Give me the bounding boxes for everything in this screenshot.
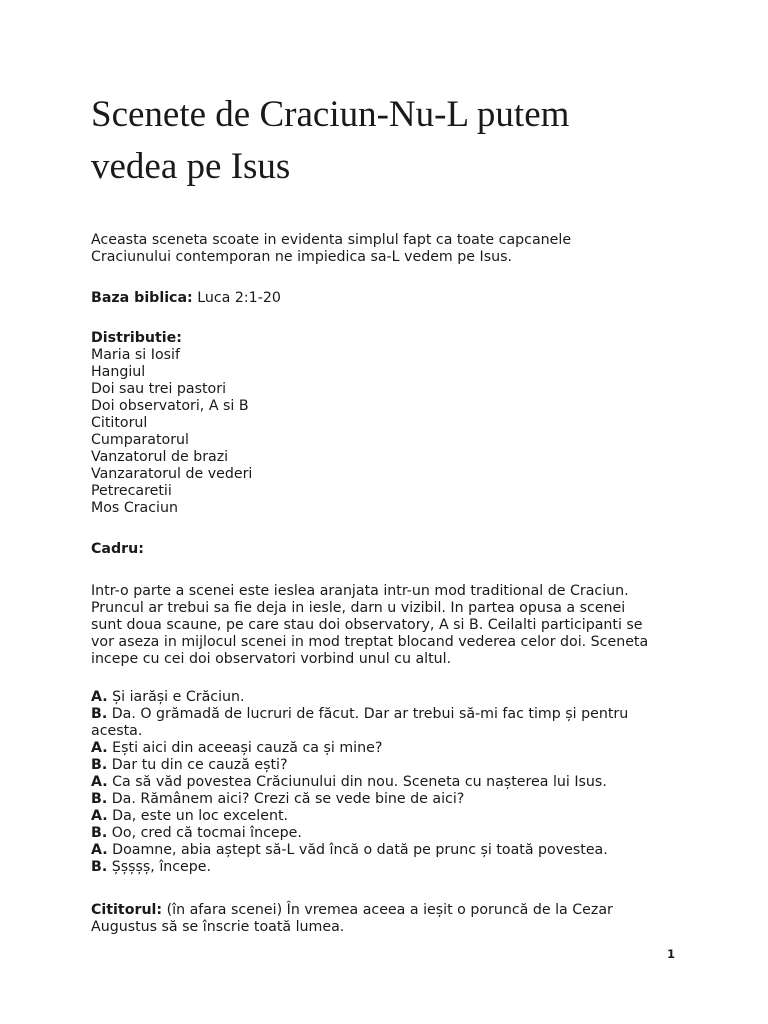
dialogue-line [91,859,691,876]
cast-item: Maria si Iosif [91,347,180,363]
cast-item: Petrecaretii [91,483,172,499]
biblical-basis-line [91,290,691,307]
setting-paragraph [91,583,691,668]
dialogue-text: Dar tu din ce cauză ești? [107,757,288,773]
dialogue-line [91,757,691,774]
dialogue-speaker: B. [91,825,108,841]
dialogue-speaker: A. [91,808,108,824]
dialogue-text: Da. O grămadă de lucruri de făcut. Dar ar trebui să-mi fac timp și pentru [107,706,629,722]
dialogue-speaker: B. [91,859,108,875]
intro-line: Aceasta sceneta scoate in evidenta simplul fapt ca toate capcanele [91,232,572,248]
page-number: 1 [667,947,676,961]
cast-item: Hangiul [91,364,146,380]
dialogue-line [91,791,691,808]
dialogue-line [91,706,691,723]
cast-item: Mos Craciun [91,500,178,516]
dialogue-speaker: B. [91,706,108,722]
dialogue-speaker: A. [91,689,108,705]
cast-item: Doi sau trei pastori [91,381,227,397]
biblical-basis [91,290,691,307]
dialogue-block [91,689,691,876]
dialogue-speaker: B. [91,757,108,773]
reader-label: Cititorul: [91,902,163,918]
setting-line: Pruncul ar trebui sa fie deja in iesle, darn u vizibil. In partea opusa a scenei [91,600,626,616]
dialogue-speaker: B. [91,791,108,807]
setting-line: vor aseza in mijlocul scenei in mod treptat blocand vederea celor doi. Sceneta [91,634,649,650]
dialogue-line [91,740,691,757]
dialogue-line [91,689,691,706]
cast-section [91,330,691,517]
setting-line: Intr-o parte a scenei este ieslea aranjata intr-un mod traditional de Craciun. [91,583,629,599]
cast-item: Doi observatori, A si B [91,398,249,414]
dialogue-text: Doamne, abia aștept să-L văd încă o dată pe prunc și toată povestea. [107,842,608,858]
dialogue-text: Oo, cred că tocmai începe. [107,825,302,841]
dialogue-line [91,774,691,791]
cast-item: Cititorul [91,415,148,431]
dialogue-text: Șșșșș, începe. [107,859,212,875]
reader-line: Augustus să se înscrie toată lumea. [91,919,345,935]
intro-line: Craciunului contemporan ne impiedica sa-L vedem pe Isus. [91,249,512,265]
dialogue-text: Da, este un loc excelent. [107,808,289,824]
setting-line: sunt doua scaune, pe care stau doi observatory, A si B. Ceilalti participanti se [91,617,643,633]
dialogue-line [91,808,691,825]
dialogue-line [91,723,691,740]
cast-item: Vanzaratorul de vederi [91,466,253,482]
reader-paragraph [91,902,691,936]
cast-item: Vanzatorul de brazi [91,449,229,465]
setting-line: incepe cu cei doi observatori vorbind unul cu altul. [91,651,452,667]
reader-line [91,902,691,919]
cast-item: Cumparatorul [91,432,189,448]
dialogue-text: Ești aici din aceeași cauză ca și mine? [107,740,383,756]
dialogue-speaker: A. [91,774,108,790]
intro-paragraph [91,232,691,266]
dialogue-text: Și iarăși e Crăciun. [107,689,245,705]
page-title [91,89,691,193]
dialogue-line [91,842,691,859]
setting-heading: Cadru: [91,541,144,557]
biblical-basis-label: Baza biblica: [91,290,193,306]
biblical-basis-value: Luca 2:1-20 [192,290,281,306]
dialogue-speaker: A. [91,740,108,756]
title-line-2: vedea pe Isus [91,146,291,187]
title-line-1: Scenete de Craciun-Nu-L putem [91,94,570,135]
dialogue-text: Ca să văd povestea Crăciunului din nou. Sceneta cu nașterea lui Isus. [107,774,607,790]
dialogue-text: acesta. [91,723,143,739]
dialogue-line [91,825,691,842]
setting-heading-block [91,541,691,558]
dialogue-text: Da. Rămânem aici? Crezi că se vede bine de aici? [107,791,465,807]
reader-text: (în afara scenei) În vremea aceea a ieșit o poruncă de la Cezar [162,902,613,918]
dialogue-speaker: A. [91,842,108,858]
cast-heading: Distributie: [91,330,182,346]
